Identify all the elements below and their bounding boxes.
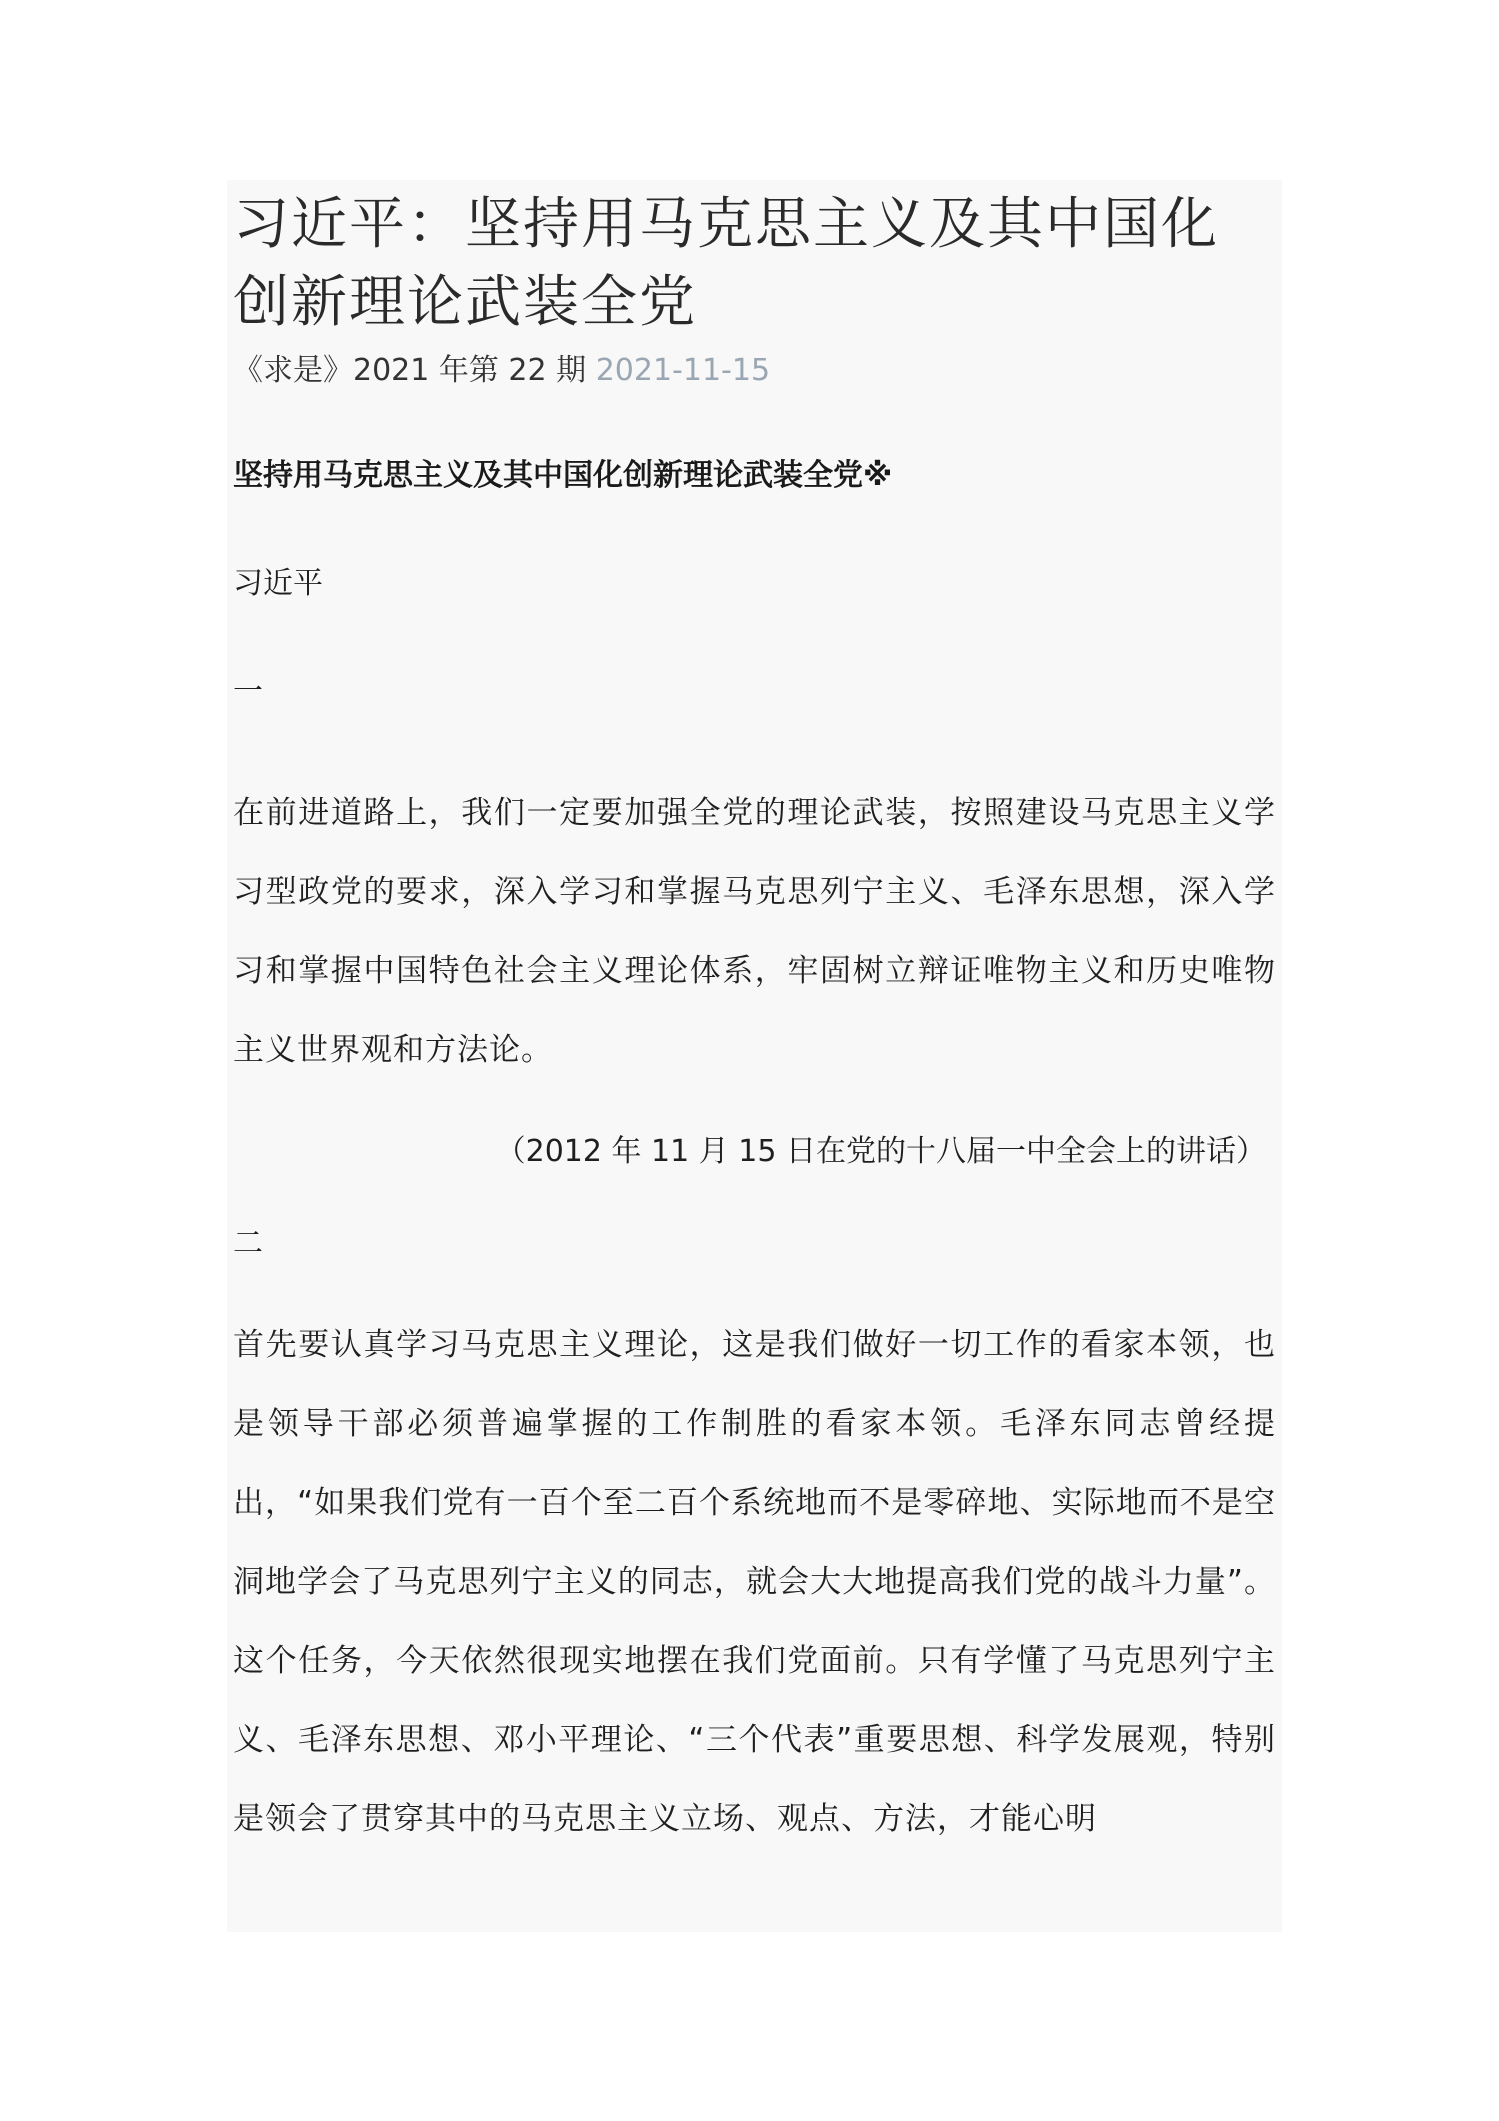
article-meta	[233, 350, 1276, 392]
section-1-source: （2012 年 11 月 15 日在党的十八届一中全会上的讲话）	[495, 1134, 1266, 1169]
section-2-paragraph: 首先要认真学习马克思主义理论，这是我们做好一切工作的看家本领，也是领导干部必须普遍掌握的工作制胜的看家本领。毛泽东同志曾经提出，“如果我们党有一百个至二百个系统地而不是零碎地、实际地而不是空洞地学会了马克思列宁主义的同志，就会大大地提高我们党的战斗力量”。这个任务，今天依然很现实地摆在我们党面前。只有学懂了马克思列宁主义、毛泽东思想、邓小平理论、“三个代表”重要思想、科学发展观，特别是领会了贯穿其中的马克思主义立场、观点、方法，才能心明	[233, 1327, 1276, 1837]
source-publication: 《求是》2021 年第 22 期	[233, 353, 587, 388]
section-1-paragraph: 在前进道路上，我们一定要加强全党的理论武装，按照建设马克思主义学习型政党的要求，深入学习和掌握马克思列宁主义、毛泽东思想，深入学习和掌握中国特色社会主义理论体系，牢固树立辩证唯物主义和历史唯物主义世界观和方法论。	[233, 795, 1276, 1068]
article-author: 习近平	[233, 566, 323, 601]
article-title: 习近平：坚持用马克思主义及其中国化创新理论武装全党	[233, 192, 1219, 335]
section-number-1: 一	[233, 674, 263, 709]
article-subtitle: 坚持用马克思主义及其中国化创新理论武装全党※	[233, 458, 893, 493]
article-container	[227, 180, 1282, 1932]
publish-date: 2021-11-15	[595, 353, 771, 388]
section-number-2: 二	[233, 1226, 263, 1261]
